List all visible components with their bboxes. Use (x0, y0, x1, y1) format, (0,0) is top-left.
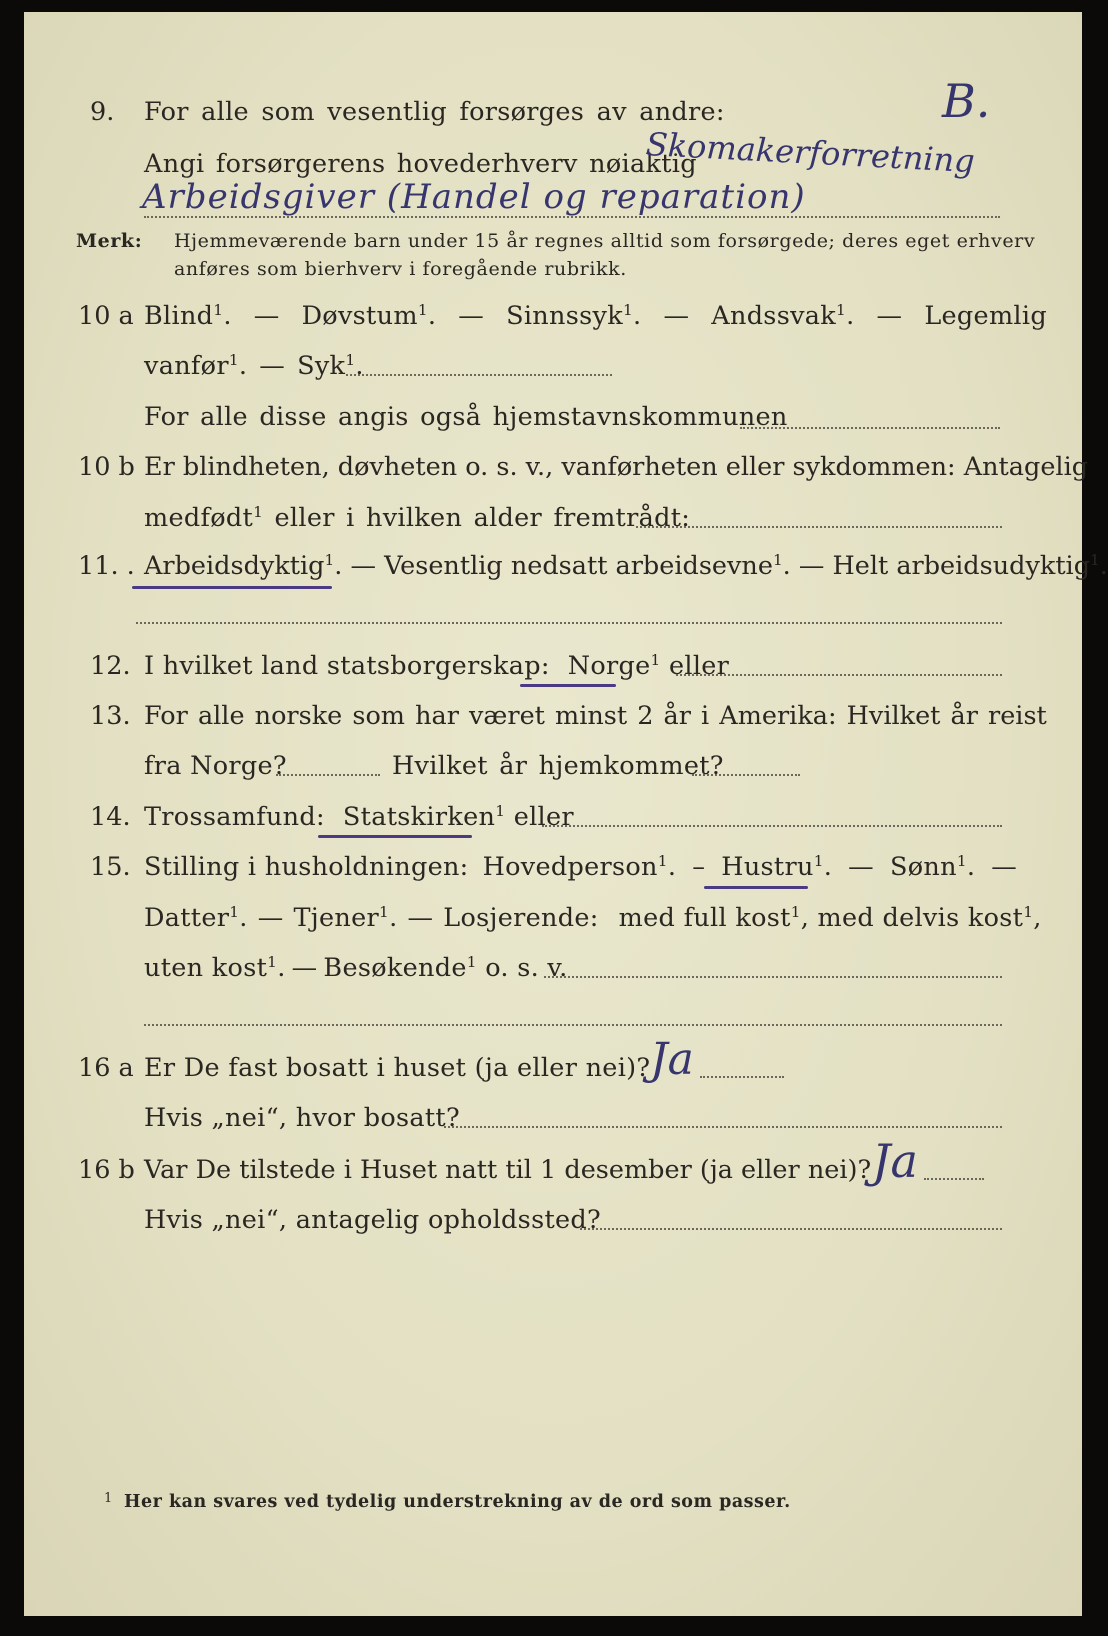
q16b-number: 16 b (78, 1155, 135, 1185)
opt-vesentlig-nedsatt: Vesentlig nedsatt arbeidsevne (384, 551, 773, 581)
q15-extra-line (144, 1024, 1002, 1026)
q14-handwritten-underline (318, 835, 472, 838)
q13-line1: For alle norske som har været minst 2 år i Amerika: Hvilket år reist (144, 701, 1047, 731)
q14-number: 14. (90, 802, 131, 832)
q16b-handwritten-answer: Ja (872, 1134, 918, 1188)
q15-number: 15. (90, 852, 131, 882)
q13-line2b: Hvilket år hjemkommet? (392, 751, 724, 781)
opt-dovstum: Døvstum (301, 301, 418, 331)
q16a-field (700, 1076, 784, 1078)
q10a-line3: For alle disse angis også hjemstavnskommunen (144, 402, 788, 432)
q12-handwritten-underline (520, 684, 616, 687)
opt-vanfor: vanfør (144, 351, 229, 381)
footnote-text: Her kan svares ved tydelig understrekning av de ord som passer. (124, 1492, 791, 1512)
opt-helt-udyktig: Helt arbeidsudyktig (832, 551, 1091, 581)
q16b-line2: Hvis „nei“, antagelig opholdssted? (144, 1205, 601, 1235)
q15-line3: uten kost$^1$. — Besøkende$^1$ o. s. v. (144, 953, 568, 983)
merk-line1: Hjemmeværende barn under 15 år regnes alltid som forsørgede; deres eget erhverv (174, 230, 1036, 252)
footnote-mark: 1 (104, 1491, 113, 1506)
q10a-line2: vanfør$^1$. — Syk$^1$. (144, 351, 364, 381)
q15-line2: Datter$^1$. — Tjener$^1$. — Losjerende: med full kost$^1$, med delvis kost$^1$, (144, 903, 1042, 933)
q15-field (544, 976, 1002, 978)
q10a-line1: Blind$^1$. — Døvstum$^1$. — Sinnssyk$^1$. — Andssvak$^1$. — Legemlig (144, 301, 1047, 331)
q13-number: 13. (90, 701, 131, 731)
q9-line2: Angi forsørgerens hovederhverv nøiaktig (144, 149, 697, 179)
opt-andssvak: Andssvak (711, 301, 837, 331)
q14-field (542, 825, 1002, 827)
q16a-number: 16 a (78, 1053, 134, 1083)
q13-hjemkommet-field (692, 774, 800, 776)
q9-handwritten-occupation: Skomakerforretning (645, 125, 976, 181)
opt-blind: Blind (144, 301, 214, 331)
q13-line2a: fra Norge? (144, 751, 287, 781)
q10b-line1: Er blindheten, døvheten o. s. v., vanførheten eller sykdommen: Antagelig (144, 452, 1089, 482)
q10a-hjemstavn-field (740, 427, 1000, 429)
q11-handwritten-underline (132, 586, 332, 589)
opt-statskirken: Statskirken (342, 802, 496, 832)
q10b-number: 10 b (78, 452, 135, 482)
opt-sonn: Sønn (889, 852, 957, 882)
opt-syk: Syk (297, 351, 346, 381)
q12-line: I hvilket land statsborgerskap: Norge$^1$ eller (144, 651, 730, 681)
opt-hustru: Hustru (721, 852, 814, 882)
q16b-opholdssted-field (580, 1228, 1002, 1230)
q15-handwritten-underline (704, 886, 808, 889)
q11-number: 11. . (78, 551, 135, 581)
q11-line: Arbeidsdyktig$^1$. — Vesentlig nedsatt arbeidsevne$^1$. — Helt arbeidsudyktig$^1$. (144, 551, 1108, 581)
q10a-syk-field (346, 374, 612, 376)
q9-answer-line (144, 216, 1000, 218)
merk-label: Merk: (76, 230, 143, 252)
q16b-field (924, 1178, 984, 1180)
q9-handwritten-employer: Arbeidsgiver (Handel og reparation) (142, 177, 806, 217)
q12-field (676, 674, 1002, 676)
q13-reist-field (276, 774, 380, 776)
opt-norge: Norge (567, 651, 651, 681)
q16a-line1: Er De fast bosatt i huset (ja eller nei)? (144, 1053, 651, 1083)
q16a-line2: Hvis „nei“, hvor bosatt? (144, 1103, 460, 1133)
q9-line1: For alle som vesentlig forsørges av andre: (144, 97, 725, 127)
merk-line2: anføres som bierhverv i foregående rubrikk. (174, 258, 627, 280)
q10b-field (636, 526, 1002, 528)
opt-legemlig: Legemlig (924, 301, 1047, 331)
q10a-number: 10 a (78, 301, 134, 331)
q9-number: 9. (90, 97, 115, 127)
q14-line: Trossamfund: Statskirken$^1$ eller (144, 802, 574, 832)
opt-arbeidsdyktig: Arbeidsdyktig (144, 551, 325, 581)
q16a-handwritten-answer: Ja (650, 1034, 694, 1085)
q15-line1: Stilling i husholdningen: Hovedperson$^1$. – Hustru$^1$. — Sønn$^1$. — (144, 852, 1018, 882)
opt-hovedperson: Hovedperson (482, 852, 658, 882)
opt-sinnssyk: Sinnssyk (506, 301, 623, 331)
census-form-page (24, 12, 1108, 1616)
q9-answer-mark: B. (942, 74, 991, 128)
q12-number: 12. (90, 651, 131, 681)
q10b-line2: medfødt$^1$ eller i hvilken alder fremtrådt: (144, 503, 691, 533)
q11-extra-line (136, 622, 1002, 624)
q16a-bosatt-field (444, 1126, 1002, 1128)
q16b-line1: Var De tilstede i Huset natt til 1 desember (ja eller nei)? (144, 1155, 872, 1185)
